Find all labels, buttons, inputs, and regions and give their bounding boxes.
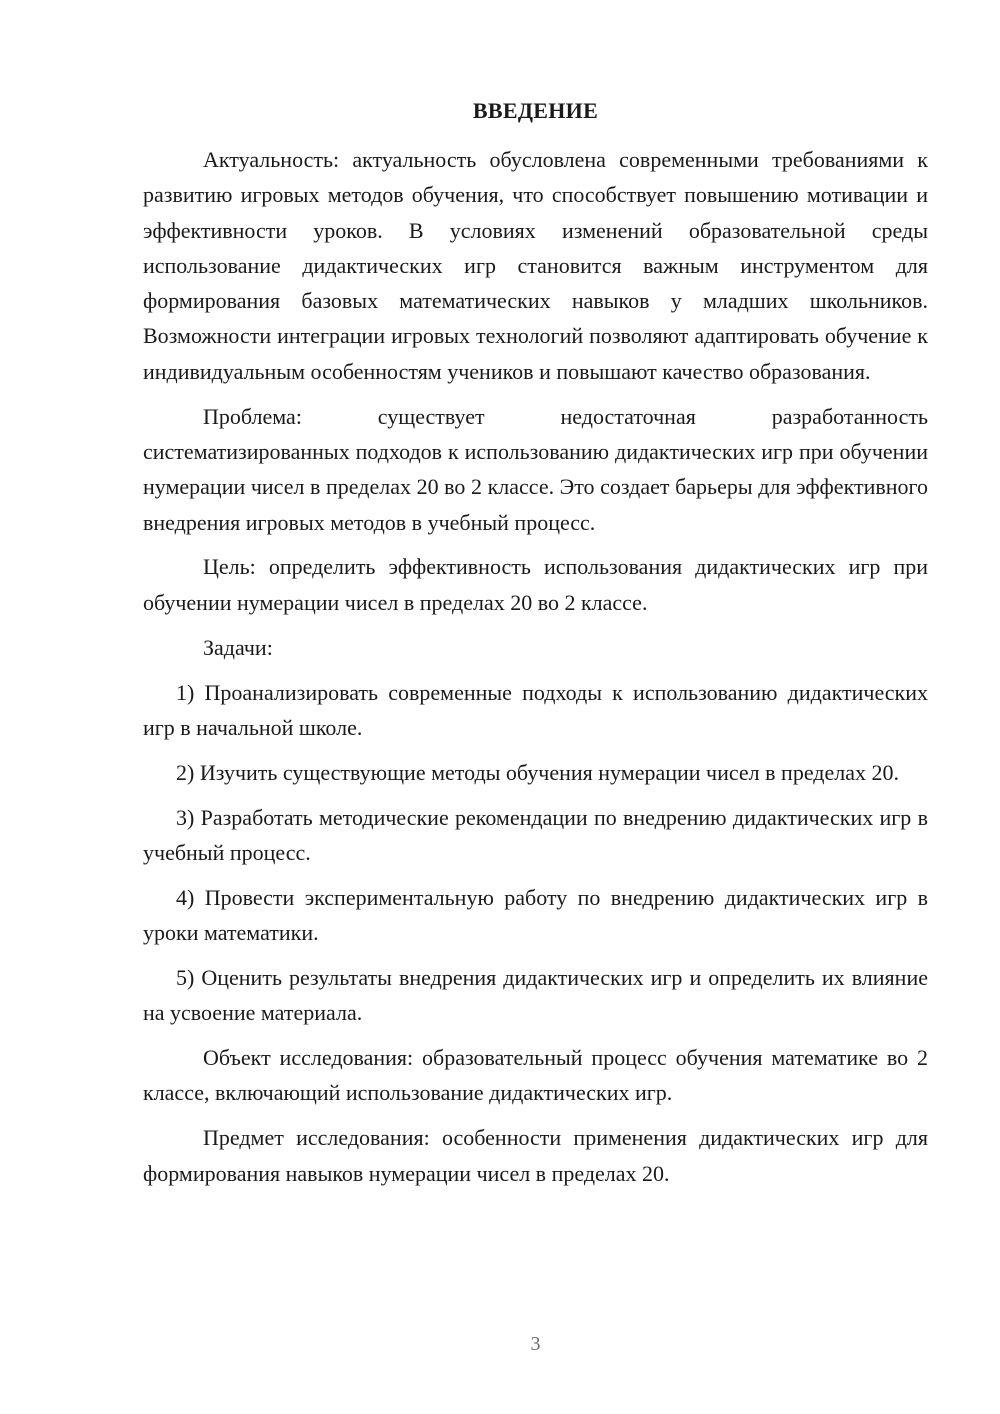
paragraph-relevance: Актуальность: актуальность обусловлена современными требованиями к развитию игровых методов обучения, что способствует повышению мотивации и эффективности уроков. В условиях изменений образовательной среды использование дидактических игр становится важным инструментом для формирования базовых математических навыков у младших школьников. Возможности интеграции игровых технологий позволяют адаптировать обучение к индивидуальным особенностям учеников и повышают качество образования.: [143, 147, 928, 384]
paragraph-subject: Предмет исследования: особенности применения дидактических игр для формирования навыков нумерации чисел в пределах 20.: [143, 1125, 928, 1186]
tasks-heading: Задачи:: [203, 634, 273, 660]
document-body: [143, 142, 928, 1201]
paragraph-problem: Проблема: существует недостаточная разработанность систематизированных подходов к использованию дидактических игр при обучении нумерации чисел в пределах 20 во 2 классе. Это создает барьеры для эффективного внедрения игровых методов в учебный процесс.: [143, 403, 928, 535]
paragraph-object: Объект исследования: образовательный процесс обучения математике во 2 классе, включающий использование дидактических игр.: [143, 1045, 928, 1106]
paragraph-goal: Цель: определить эффективность использования дидактических игр при обучении нумерации чисел в пределах 20 во 2 классе.: [143, 554, 928, 615]
task-item: 4) Провести экспериментальную работу по внедрению дидактических игр в уроки математики.: [143, 884, 928, 946]
task-item: 1) Проанализировать современные подходы к использованию дидактических игр в начальной школе.: [143, 679, 928, 740]
page-number: 3: [530, 1333, 541, 1355]
task-item: 5) Оценить результаты внедрения дидактических игр и определить их влияние на усвоение материала.: [143, 964, 928, 1026]
document-page: [143, 0, 928, 1414]
task-item: 3) Разработать методические рекомендации по внедрению дидактических игр в учебный процесс.: [143, 804, 928, 865]
task-item: 2) Изучить существующие методы обучения нумерации чисел в пределах 20.: [176, 759, 899, 785]
page-title: ВВЕДЕНИЕ: [472, 98, 599, 123]
